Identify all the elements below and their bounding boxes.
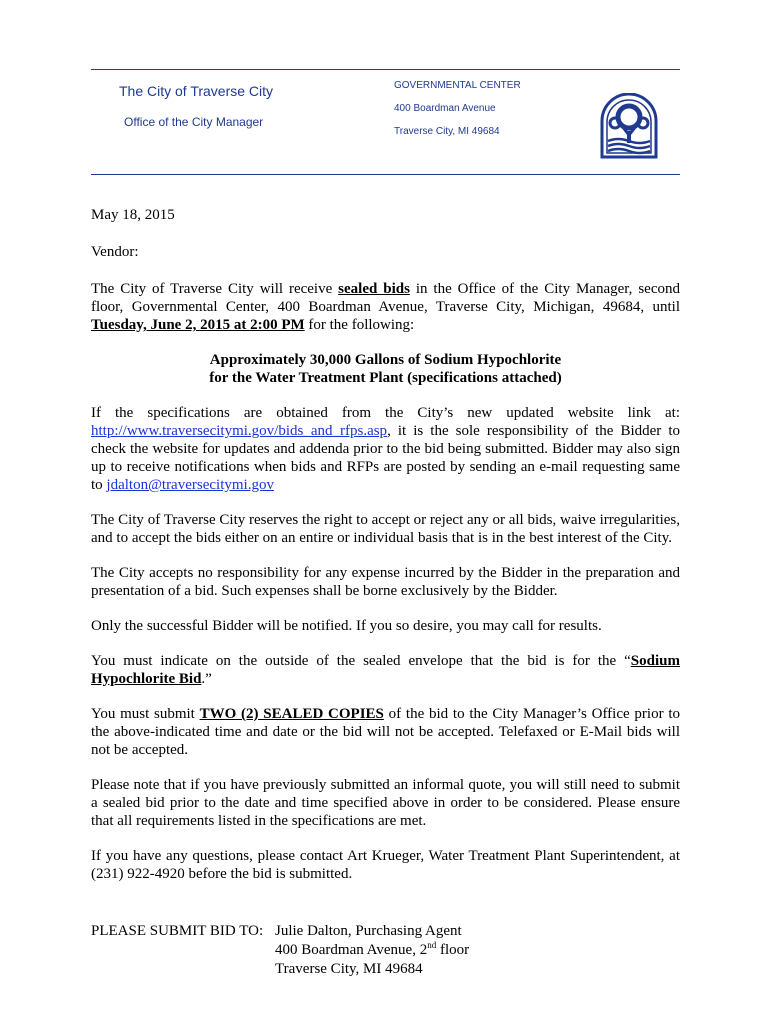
address-line-2: 400 Boardman Avenue (394, 103, 496, 114)
paragraph-website: If the specifications are obtained from the City’s new updated website link at: http://www.traversecitymi.gov/bids_and_rfps.asp, it is the sole responsibility of the Bidder to check the website for updates and addenda prior to the bid being submitted. Bidder may also sign up to receive notifications when bids and RFPs are posted by sending an e-mail requesting same to jdalton@traversecitymi.gov (91, 405, 680, 493)
letter-date: May 18, 2015 (91, 207, 175, 223)
paragraph-notification: Only the successful Bidder will be notified. If you so desire, you may call for results. (91, 618, 602, 634)
submit-address: 400 Boardman Avenue, 2nd floor (275, 940, 470, 958)
paragraph-copies: You must submit TWO (2) SEALED COPIES of the bid to the City Manager’s Office prior to the above-indicated time and date or the bid will not be accepted. Telefaxed or E-Mail bids will not be accepted. (91, 706, 680, 758)
salutation: Vendor: (91, 244, 139, 260)
paragraph-rights: The City of Traverse City reserves the right to accept or reject any or all bids, waive irregularities, and to accept the bids either on an entire or individual basis that is in the best interest of the City. (91, 512, 680, 546)
submit-label: PLEASE SUBMIT BID TO: (91, 923, 264, 939)
submit-name: Julie Dalton, Purchasing Agent (275, 923, 462, 939)
sealed-bids-emphasis: sealed bids (338, 281, 410, 297)
city-seal-icon (600, 93, 658, 159)
address-line-3: Traverse City, MI 49684 (394, 126, 500, 137)
letter-body (91, 280, 680, 900)
submit-city: Traverse City, MI 49684 (275, 961, 423, 977)
department-name: Office of the City Manager (124, 115, 264, 129)
address-line-1: GOVERNMENTAL CENTER (394, 80, 521, 91)
org-name: The City of Traverse City (119, 83, 274, 99)
bid-item-title: Approximately 30,000 Gallons of Sodium Hypochlorite for the Water Treatment Plant (specifications attached) (209, 352, 562, 386)
header-top-rule (91, 69, 680, 70)
deadline-emphasis: Tuesday, June 2, 2015 at 2:00 PM (91, 317, 305, 333)
paragraph-expense: The City accepts no responsibility for any expense incurred by the Bidder in the preparation and presentation of a bid. Such expenses shall be borne exclusively by the Bidder. (91, 565, 680, 599)
header-bottom-rule (91, 174, 680, 175)
paragraph-informal-quote: Please note that if you have previously submitted an informal quote, you will still need to submit a sealed bid prior to the date and time specified above in order to be considered. Please ensure that all requirements listed in the specifications are met. (91, 777, 680, 829)
paragraph-envelope: You must indicate on the outside of the sealed envelope that the bid is for the “Sodium Hypochlorite Bid.” (91, 653, 680, 687)
bid-name-emphasis: Sodium Hypochlorite Bid (91, 653, 680, 687)
bids-website-link[interactable]: http://www.traversecitymi.gov/bids_and_rfps.asp (91, 423, 388, 439)
copies-emphasis: TWO (2) SEALED COPIES (199, 706, 384, 722)
email-link[interactable]: jdalton@traversecitymi.gov (106, 477, 274, 493)
paragraph-intro: The City of Traverse City will receive sealed bids in the Office of the City Manager, second floor, Governmental Center, 400 Boardman Avenue, Traverse City, Michigan, 49684, until Tuesday, June 2, 2015 at 2:00 PM for the following: (91, 281, 680, 333)
paragraph-questions: If you have any questions, please contact Art Krueger, Water Treatment Plant Superintendent, at (231) 922-4920 before the bid is submitted. (91, 848, 680, 882)
